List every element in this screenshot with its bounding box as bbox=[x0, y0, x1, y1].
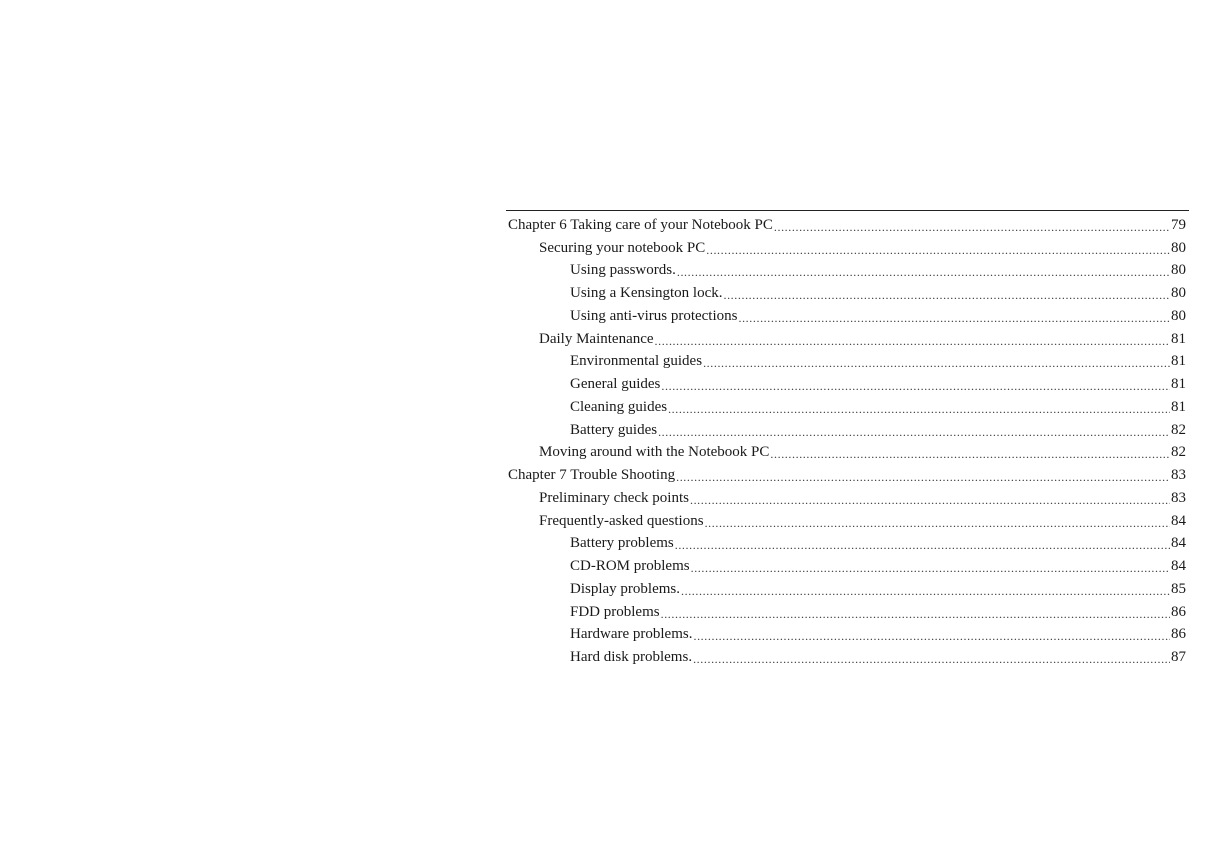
toc-leader-dots bbox=[658, 421, 1170, 439]
toc-entry-page: 85 bbox=[1171, 580, 1186, 597]
toc-entry-title: General guides bbox=[570, 376, 661, 392]
toc-leader-dots bbox=[723, 284, 1170, 302]
toc-entry-page: 80 bbox=[1171, 239, 1186, 256]
toc-entry-page: 87 bbox=[1171, 649, 1186, 665]
toc-entry bbox=[506, 370, 1189, 393]
toc-entry-page: 80 bbox=[1171, 262, 1186, 279]
toc-entry-page: 86 bbox=[1171, 603, 1186, 620]
toc-entry-title: Hard disk problems. bbox=[570, 649, 693, 665]
toc-leader-dots bbox=[770, 443, 1170, 461]
toc-entry-title: Preliminary check points bbox=[539, 489, 689, 506]
toc-entry-page: 81 bbox=[1171, 376, 1186, 392]
toc-entry-title: Battery guides bbox=[570, 421, 658, 438]
toc-entry-title: Display problems. bbox=[570, 580, 680, 597]
toc-entry bbox=[506, 598, 1189, 621]
toc-leader-dots bbox=[661, 603, 1170, 621]
toc-leader-dots bbox=[691, 557, 1170, 575]
toc-entry-title: Chapter 7 Trouble Shooting bbox=[508, 467, 676, 483]
toc-entry-title: Using a Kensington lock. bbox=[570, 285, 723, 301]
toc-entry-page: 82 bbox=[1171, 421, 1186, 438]
toc-entry bbox=[506, 484, 1189, 507]
toc-entry-page: 80 bbox=[1171, 307, 1186, 324]
toc-entry-page: 81 bbox=[1171, 330, 1186, 347]
toc-entry-title: Daily Maintenance bbox=[539, 330, 654, 347]
toc-leader-dots bbox=[661, 375, 1170, 393]
toc-entry-page: 79 bbox=[1171, 216, 1186, 233]
toc-leader-dots bbox=[690, 489, 1170, 507]
table-of-contents bbox=[506, 210, 1189, 666]
toc-entry-title: Using passwords. bbox=[570, 262, 676, 279]
toc-leader-dots bbox=[706, 239, 1170, 257]
toc-entry-title: Moving around with the Notebook PC bbox=[539, 444, 770, 461]
toc-entry-page: 81 bbox=[1171, 353, 1186, 370]
toc-leader-dots bbox=[668, 398, 1170, 416]
toc-leader-dots bbox=[705, 512, 1170, 530]
toc-entry bbox=[506, 621, 1189, 644]
toc-entry bbox=[506, 234, 1189, 257]
toc-leader-dots bbox=[675, 534, 1170, 552]
toc-entry-title: CD-ROM problems bbox=[570, 558, 690, 574]
toc-entry bbox=[506, 393, 1189, 416]
toc-entry-page: 83 bbox=[1171, 467, 1186, 483]
toc-entry-title: Securing your notebook PC bbox=[539, 239, 706, 256]
toc-entry-page: 86 bbox=[1171, 626, 1186, 643]
toc-entry bbox=[506, 530, 1189, 553]
toc-entry bbox=[506, 279, 1189, 302]
toc-entry-title: Hardware problems. bbox=[570, 626, 693, 643]
toc-entry bbox=[506, 552, 1189, 575]
toc-leader-dots bbox=[655, 330, 1170, 348]
toc-entry bbox=[506, 575, 1189, 598]
toc-entry-page: 82 bbox=[1171, 444, 1186, 461]
toc-leader-dots bbox=[738, 307, 1170, 325]
toc-entry bbox=[506, 643, 1189, 666]
toc-entry-title: Battery problems bbox=[570, 535, 674, 552]
toc-entry-page: 83 bbox=[1171, 489, 1186, 506]
toc-entry-page: 81 bbox=[1171, 398, 1186, 415]
toc-entry-title: FDD problems bbox=[570, 603, 660, 620]
toc-entry-title: Chapter 6 Taking care of your Notebook PC bbox=[508, 216, 773, 233]
toc-entry-page: 80 bbox=[1171, 285, 1186, 301]
toc-entry-title: Environmental guides bbox=[570, 353, 703, 370]
toc-entry-title: Using anti-virus protections bbox=[570, 307, 738, 324]
toc-entry bbox=[506, 302, 1189, 325]
toc-entry bbox=[506, 257, 1189, 280]
toc-entry-page: 84 bbox=[1171, 535, 1186, 552]
toc-leader-dots bbox=[693, 648, 1170, 666]
toc-entry bbox=[506, 507, 1189, 530]
toc-entry bbox=[506, 211, 1189, 234]
toc-entry bbox=[506, 348, 1189, 371]
toc-entry bbox=[506, 439, 1189, 462]
toc-entry bbox=[506, 416, 1189, 439]
toc-leader-dots bbox=[693, 625, 1170, 643]
toc-entry-title: Frequently-asked questions bbox=[539, 512, 704, 529]
toc-leader-dots bbox=[677, 261, 1170, 279]
toc-entry-title: Cleaning guides bbox=[570, 398, 668, 415]
toc-leader-dots bbox=[703, 352, 1170, 370]
toc-leader-dots bbox=[774, 216, 1170, 234]
toc-entry bbox=[506, 325, 1189, 348]
toc-entry bbox=[506, 461, 1189, 484]
toc-entry-page: 84 bbox=[1171, 558, 1186, 574]
toc-entry-page: 84 bbox=[1171, 512, 1186, 529]
toc-leader-dots bbox=[681, 580, 1170, 598]
toc-leader-dots bbox=[676, 466, 1170, 484]
